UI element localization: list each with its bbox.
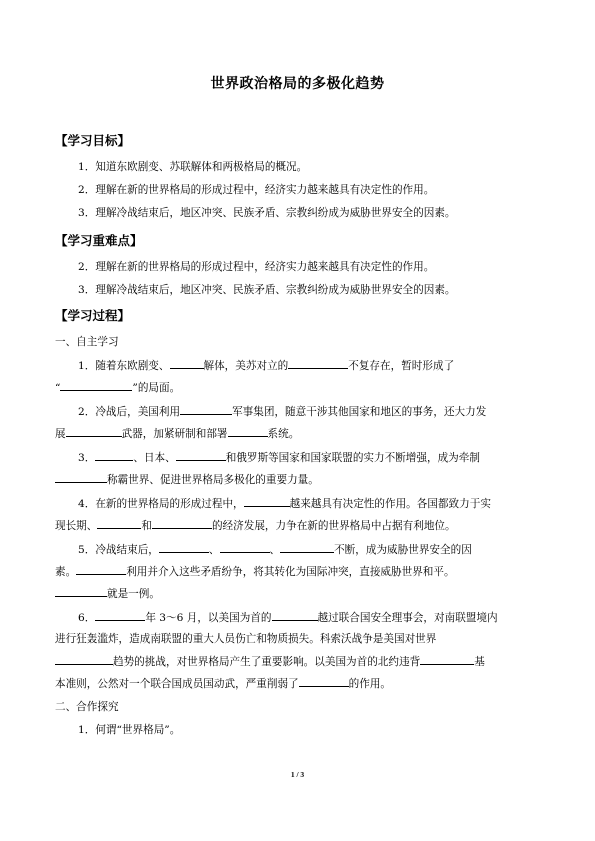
question-5-line-2: 素。 利用并介入这些矛盾纷争，将其转化为国际冲突，直接威胁世界和平。 xyxy=(55,566,455,578)
section-cooperative-inquiry: 二、合作探究 xyxy=(55,701,119,713)
fill-blank[interactable] xyxy=(66,426,122,437)
fill-blank[interactable] xyxy=(60,380,132,391)
fill-blank[interactable] xyxy=(152,518,212,529)
fill-blank[interactable] xyxy=(280,542,334,553)
heading-process: 【学习过程】 xyxy=(55,308,131,323)
fill-blank[interactable] xyxy=(55,472,107,483)
heading-key-points: 【学习重难点】 xyxy=(55,233,143,248)
question-6-line-1: 6． 年 3～6 月，以美国为首的 越过联合国安全理事会，对南联盟境内 xyxy=(78,612,498,624)
question-3-line-2: 称霸世界、促进世界格局多极化的重要力量。 xyxy=(55,472,545,487)
section-self-study: 一、自主学习 xyxy=(55,336,119,348)
question-6-line-3: 趋势的挑战，对世界格局产生了重要影响。以美国为首的北约违背 基 xyxy=(55,654,545,669)
key-point-2: 2．理解在新的世界格局的形成过程中，经济实力越来越具有决定性的作用。 xyxy=(78,261,435,273)
fill-blank[interactable] xyxy=(288,358,348,369)
fill-blank[interactable] xyxy=(228,426,268,437)
document-title: 世界政治格局的多极化趋势 xyxy=(210,76,385,92)
fill-blank[interactable] xyxy=(55,654,113,665)
question-4-line-2: 现长期、 和 的经济发展，力争在新的世界格局中占据有利地位。 xyxy=(55,520,456,532)
question-3-line-1: 3． 、日本、 和俄罗斯等国家和国家联盟的实力不断增强，成为牵制 xyxy=(78,452,480,464)
fill-blank[interactable] xyxy=(159,542,209,553)
fill-blank[interactable] xyxy=(299,676,349,687)
inquiry-question-1: 1．何谓“世界格局”。 xyxy=(78,724,181,736)
fill-blank[interactable] xyxy=(76,564,126,575)
question-6-line-4: 本准则，公然对一个联合国成员国动武，严重削弱了 的作用。 xyxy=(55,678,392,690)
fill-blank[interactable] xyxy=(272,610,318,621)
goal-2: 2．理解在新的世界格局的形成过程中，经济实力越来越具有决定性的作用。 xyxy=(78,184,435,196)
fill-blank[interactable] xyxy=(176,450,226,461)
fill-blank[interactable] xyxy=(220,542,270,553)
question-1-line-1: 1．随着东欧剧变、 解体，美苏对立的 不复存在，暂时形成了 xyxy=(78,360,455,372)
fill-blank[interactable] xyxy=(95,450,133,461)
question-5-line-3: 就是一例。 xyxy=(55,586,545,601)
heading-goals: 【学习目标】 xyxy=(55,133,131,148)
question-2-line-2: 展 武器，加紧研制和部署 系统。 xyxy=(55,428,300,440)
fill-blank[interactable] xyxy=(420,654,474,665)
key-point-3: 3．理解冷战结束后，地区冲突、民族矛盾、宗教纠纷成为威胁世界安全的因素。 xyxy=(78,284,456,296)
fill-blank[interactable] xyxy=(244,496,290,507)
fill-blank[interactable] xyxy=(170,358,204,369)
fill-blank[interactable] xyxy=(180,404,232,415)
question-2-line-1: 2．冷战后，美国利用 军事集团，随意干涉其他国家和地区的事务，还大力发 xyxy=(78,406,487,418)
goal-3: 3．理解冷战结束后，地区冲突、民族矛盾、宗教纠纷成为威胁世界安全的因素。 xyxy=(78,207,456,219)
question-5-line-1: 5．冷战结束后， 、 、 不断，成为威胁世界安全的因 xyxy=(78,544,472,556)
fill-blank[interactable] xyxy=(95,610,145,621)
question-4-line-1: 4．在新的世界格局的形成过程中， 越来越具有决定性的作用。各国都致力于实 xyxy=(78,498,491,510)
page-number: 1 / 3 xyxy=(290,770,305,779)
question-6-line-2: 进行狂轰滥炸，造成南联盟的重大人员伤亡和物质损失。科索沃战争是美国对世界 xyxy=(55,633,437,645)
fill-blank[interactable] xyxy=(97,518,141,529)
question-1-line-2: “ ”的局面。 xyxy=(55,382,181,394)
fill-blank[interactable] xyxy=(55,586,107,597)
goal-1: 1．知道东欧剧变、苏联解体和两极格局的概况。 xyxy=(78,161,308,173)
